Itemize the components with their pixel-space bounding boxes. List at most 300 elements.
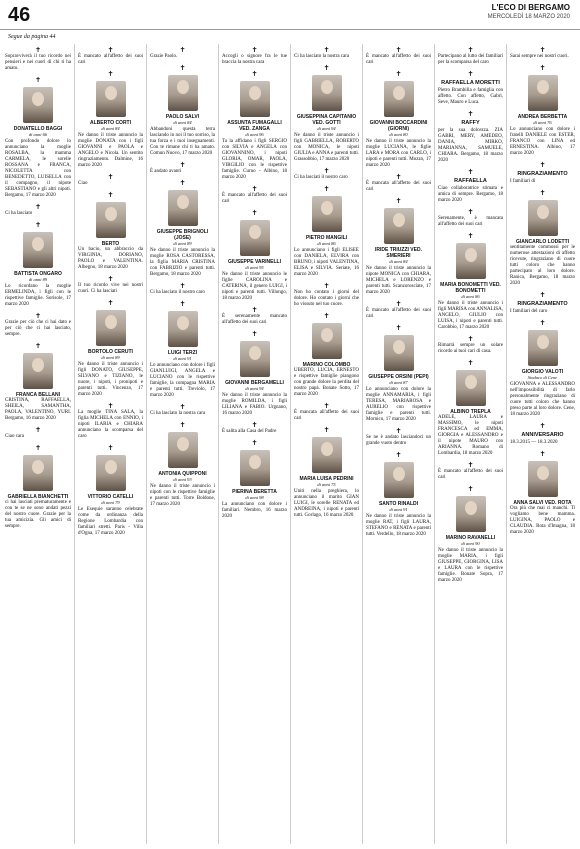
portrait-photo (240, 450, 270, 486)
notice (435, 357, 506, 459)
deceased-age: di anni 96 (245, 132, 264, 137)
notice (219, 304, 290, 328)
issue-date: MERCOLEDÌ 18 MARZO 2020 (487, 14, 570, 20)
notice-text: Il tuo ricordo vive nei nostri cuori. Ci ha lasciati (78, 283, 143, 294)
notice-text: I familiari del caro (510, 309, 548, 314)
cross-icon: ✝ (251, 439, 258, 447)
cross-icon: ✝ (539, 450, 546, 458)
notice (435, 230, 506, 333)
cross-icon: ✝ (251, 209, 258, 217)
cross-icon: ✝ (107, 444, 114, 452)
portrait-photo (528, 461, 558, 497)
cross-icon: ✝ (35, 46, 41, 54)
portrait-photo (96, 310, 126, 346)
cross-icon: ✝ (467, 461, 474, 469)
notice (219, 437, 290, 522)
cross-icon: ✝ (35, 444, 41, 452)
notice (363, 195, 434, 298)
deceased-name: GABRIELLA BIANCHETTI (7, 494, 69, 500)
cross-icon: ✝ (251, 185, 258, 193)
notice-heading: RAFFAELLA MORETTI (441, 80, 500, 86)
notice-text: Ne danno il triste annuncio la moglie MARIA, i figli GIUSEPPE, GIORGINA, LISA e LAURA con le rispettive famiglie. Bonate Sopra, 17 marzo 2020 (438, 548, 503, 583)
notice (291, 165, 362, 183)
notice-text: Ci ha lasciato il nostro caro (150, 290, 205, 295)
notice-text: Ne danno il triste annuncio la moglie ROMILDA, i figli LILIANA e FABIO. Urgnano, 16 marzo 2020 (222, 393, 287, 416)
notice (435, 166, 506, 206)
deceased-age: di anni 86 (461, 294, 480, 299)
cross-icon: ✝ (35, 426, 41, 434)
deceased-name: MARINO RAVANELLI (445, 535, 496, 541)
portrait-photo (312, 437, 342, 473)
notice-text: Ne danno il triste annuncio la moglie ROSA CASTORESSA, la figlia MARIA CRISTINA con FABRIZIO e parenti tutti. Bergamo, 18 marzo 2020 (150, 248, 215, 277)
portrait-photo (456, 496, 486, 532)
notice-heading: ANNIVERSARIO (521, 432, 564, 438)
cross-icon: ✝ (35, 312, 41, 320)
notice (2, 424, 74, 442)
notice (363, 171, 434, 195)
notice (435, 483, 506, 586)
cross-icon: ✝ (395, 197, 402, 205)
notice (219, 68, 290, 183)
portrait-photo (384, 335, 414, 371)
cross-icon: ✝ (395, 427, 402, 435)
cross-icon: ✝ (539, 161, 546, 169)
cross-icon: ✝ (539, 64, 546, 72)
portrait-photo (528, 330, 558, 366)
notice (363, 68, 434, 171)
cross-icon: ✝ (251, 70, 258, 78)
notice-text: Ne danno il triste annuncio i nipoti con le rispettive famiglie e parenti tutti. Torre Boldone, 17 marzo 2020 (150, 484, 215, 507)
cross-icon: ✝ (395, 324, 402, 332)
notice-text: È mancato all'affetto dei suoi cari (438, 469, 503, 480)
deceased-name: ALBINO TREPLA (450, 409, 491, 415)
notice (363, 44, 434, 68)
deceased-name: ANNA SALVI VED. ROTA (513, 500, 572, 506)
notice (75, 442, 146, 539)
deceased-age: di anni 89 (28, 277, 48, 282)
cross-icon: ✝ (179, 403, 186, 411)
notice (2, 340, 74, 424)
cross-icon: ✝ (323, 312, 330, 320)
notice-text: Con profondo dolore lo annunciano la moglie ROSALBA, la mamma CARMELA, le sorelle ROSSANA e FRANCA, NICOLETTA con BENEDETTO, LUISELLA con il compagno, il nipote SEBASTIANO e gli altri nipoti. Bergamo, 17 marzo 2020 (5, 139, 71, 198)
notice (219, 183, 290, 207)
column-7 (434, 44, 506, 844)
notice (2, 442, 74, 532)
cross-icon: ✝ (539, 319, 546, 327)
notice-text: Non ho contato i giorni del dolore. Ho contato i giorni che ho vissuto nel tuo cuore. (294, 290, 359, 307)
cross-icon: ✝ (467, 70, 474, 78)
deceased-name: BERTO (101, 241, 120, 247)
deceased-age: di anni 95 (245, 265, 264, 270)
portrait-photo (312, 196, 342, 232)
notice (2, 74, 74, 201)
notice-text: Accogli o signore fra le tue braccia la nostra cara (222, 54, 287, 65)
portrait-photo (312, 75, 342, 111)
portrait-photo (312, 323, 342, 359)
notice (75, 189, 146, 273)
cross-icon: ✝ (107, 173, 114, 181)
deceased-name: PIETRO MANGILI (305, 235, 348, 241)
notice (291, 400, 362, 424)
deceased-age: di anni 76 (533, 120, 552, 125)
deceased-age: di anni 75 (317, 482, 336, 487)
notice (291, 62, 362, 165)
deceased-name: PAOLO SALVI (165, 114, 200, 120)
column-1 (2, 44, 74, 844)
deceased-name: GIUSEPPE VARINELLI (228, 259, 281, 265)
column-5 (290, 44, 362, 844)
portrait-photo (240, 81, 270, 117)
notice (291, 44, 362, 62)
notice-text: È mancata all'affetto dei suoi cari (294, 410, 359, 421)
notice (147, 280, 218, 298)
cross-icon: ✝ (179, 179, 186, 187)
portrait-photo (23, 455, 53, 491)
deceased-name: LUIGI TERZI (167, 350, 198, 356)
cross-icon: ✝ (323, 282, 330, 290)
portrait-photo (528, 200, 558, 236)
cross-icon: ✝ (539, 422, 546, 430)
notice-text: Ci ha lasciati il nostro caro (294, 175, 348, 180)
portrait-photo (23, 353, 53, 389)
deceased-name: GIUSEPPINA CAPITANIO VED. GOTTI (296, 114, 357, 126)
notice-text: GIOVANNA e ALESSANDRO nell'impossibilità di farlo personalmente ringraziano di cuore tutti coloro che hanno preso parte al loro dolore. Cene, 18 marzo 2020 (510, 382, 575, 417)
deceased-age: di anni 98 (245, 495, 264, 500)
portrait-photo (384, 81, 414, 117)
notice-text: La moglie TINA SALA, la figlia MICHELA con ENNIO, i nipoti ILARIA e CHIARA annunciano la scomparsa del caro (78, 410, 143, 439)
deceased-name: GIUSEPPE BRIGNOLI (JOSE) (156, 229, 209, 241)
notice (507, 420, 578, 448)
notice-text: Grazie per ciò che ci hai dato e per ciò che ci hai lasciato, sempre. (5, 320, 71, 337)
deceased-age: Sindaco di Cene (527, 375, 558, 380)
notice (291, 310, 362, 400)
notice-text: Pietro Brambilla e famiglia con affetto. Con affetto, Gabri, Seve, Mauro e Luca. (438, 88, 503, 105)
deceased-name: GIANCARLO LODETTI (515, 239, 570, 245)
deceased-name: MARIA BONOMETTI VED. BONOMETTI (440, 282, 501, 294)
cross-icon: ✝ (467, 485, 474, 493)
column-3 (146, 44, 218, 844)
deceased-name: ASSUNTA FUMAGALLI VED. ZANGA (227, 120, 282, 132)
deceased-age: di anni 90 (461, 541, 480, 546)
deceased-name: GIORGIO VALOTI (521, 369, 564, 375)
notice-text: Abbandoni questa terra lasciando in noi il tuo sorriso, la tua forza e i tuoi insegnamenti. Con te rimane chi ti ha amato. Comun Nuovo, 17 marzo 2020 (150, 127, 215, 156)
notice (147, 159, 218, 177)
deceased-age: di anni 94 (245, 386, 264, 391)
notice (75, 44, 146, 68)
cross-icon: ✝ (179, 161, 186, 169)
deceased-name: BORTOLO CERUTI (88, 349, 133, 355)
notice-text: CRISTINA, RAFFAELLA, SHEILA, SAMANTHA, PAOLA, VALENTINO, YURI. Bergamo, 16 marzo 2020 (5, 398, 71, 421)
notice-text: Ne danno il triste annuncio la moglie LUCIANA, le figlie LARA e MORA con CARLO, i nipoti e parenti tutti. Mozzo, 17 marzo 2020 (366, 139, 431, 168)
portrait-photo (168, 190, 198, 226)
notice-text: Lo annunciano con dolore la moglie ANNAMARIA, i figli TERESA, MARIAROSA e AURELIO con rispettive famiglie e parenti tutti. Mornico, 17 marzo 2020 (366, 387, 431, 422)
portrait-photo (168, 432, 198, 468)
notice-text: È mancato all'affetto dei suoi cari (366, 308, 431, 319)
deceased-age: di anni 91 (173, 356, 192, 361)
portrait-photo (456, 370, 486, 406)
column-6 (362, 44, 434, 844)
notice (147, 44, 218, 62)
deceased-name: PIERINA BERETTA (232, 489, 277, 495)
notice (435, 459, 506, 483)
column-2 (74, 44, 146, 844)
notice (147, 401, 218, 419)
notice-heading: RINGRAZIAMENTO (517, 301, 568, 307)
notice (147, 177, 218, 280)
deceased-age: di anni 79 (101, 500, 120, 505)
notice-text: Lo annunciano con dolore i figli GIANLUIGI, ANGELA e LUCIANO con le rispettive famiglie, la compagna MARIA e parenti tutti. Treviolo, 17 marzo 2020 (150, 363, 215, 398)
notice-text: 18.3.2015 — 18.3.2020 (510, 440, 558, 445)
notice-text: Ne danno il triste annuncio la moglie RAT, i figli LAURA, STEFANO e RENATA e parenti tutti. Verdello, 18 marzo 2020 (366, 514, 431, 537)
notice-text: Ne danno il triste annuncio i figli MARISA con ANNALISA, ANGELO, GIULIO con LUISA, i nipoti e parenti tutti. Carobbio, 17 marzo 2020 (438, 301, 504, 330)
notice (147, 298, 218, 401)
cross-icon: ✝ (251, 46, 258, 54)
notice (435, 206, 506, 230)
deceased-name: GIUSEPPE ORSINI (PEPI) (368, 374, 429, 380)
portrait-photo (384, 462, 414, 498)
notice (507, 62, 578, 159)
notice-text: Ora più che mai ci manchi. Ti vogliamo bene mamma. LUIGINA, PAOLO e CLAUDIA. Rota d'Imagna, 18 marzo 2020 (510, 506, 575, 535)
cross-icon: ✝ (35, 342, 41, 350)
cross-icon: ✝ (539, 46, 546, 54)
cross-icon: ✝ (107, 191, 114, 199)
notice-text: I familiari di (510, 179, 536, 184)
notice (363, 449, 434, 540)
deceased-age: di anni 80 (389, 132, 408, 137)
notice (75, 68, 146, 171)
notice-text: Se ne è andato lasciandoci un grande vuoto dentro (366, 435, 431, 446)
cross-icon: ✝ (323, 46, 330, 54)
cross-icon: ✝ (35, 203, 41, 211)
notice (435, 68, 506, 108)
notice-text: È mancato all'affetto dei suoi cari (222, 193, 287, 204)
column-8 (506, 44, 578, 844)
notice-text: Grazie Paolo. (150, 54, 178, 59)
notice-text: Uniti nella preghiera, lo annunciano il marito GIAN LUIGI, le sorelle RENATA ed ANDREINA, i nipoti e parenti tutti. Gorlago, 16 marzo 2020 (294, 489, 359, 518)
portrait-photo (96, 455, 126, 491)
cross-icon: ✝ (107, 402, 114, 410)
notice-text: ci hai lasciati prematuramente e con te se ne sono andati pezzi del nostro cuore. Grazie per la tua amicizia. Gli amici di sempre. (5, 500, 71, 529)
notice-text: Ne danno il triste annuncio la nipote MONICA con CHIARA, MICHELA e LORENZO e parenti tutti. Scanzorosciate, 17 marzo 2020 (366, 266, 431, 295)
portrait-photo (96, 81, 126, 117)
notice-text: È mancato all'affetto dei suoi cari (78, 54, 143, 65)
portrait-photo (456, 243, 486, 279)
cross-icon: ✝ (323, 167, 330, 175)
cross-icon: ✝ (107, 46, 114, 54)
notice (219, 328, 290, 419)
deceased-age: di anni 84 (101, 126, 120, 131)
notice-text: Ci ha lasciato la nostra cara (150, 411, 206, 416)
page-header (0, 0, 580, 30)
notice-heading: RINGRAZIAMENTO (517, 171, 568, 177)
cross-icon: ✝ (467, 46, 474, 54)
cross-icon: ✝ (395, 300, 402, 308)
deceased-age: di anni 89 (173, 241, 192, 246)
notice-text: Un bacio, un abbraccio da VIRGINIA, DORIANO, PAOLO e VALENTINA. Albegno, 18 marzo 2020 (78, 247, 143, 270)
notice-text: È serenamente mancato all'affetto dei suoi cari (222, 314, 287, 325)
notice (75, 297, 146, 400)
deceased-age: di anni 93 (173, 477, 192, 482)
notice (507, 44, 578, 62)
cross-icon: ✝ (179, 300, 186, 308)
notice-text: Ciao cara (5, 434, 25, 439)
portrait-photo (168, 311, 198, 347)
notice-text: Partecipano al lutto dei familiari per la scomparsa del caro (438, 54, 503, 65)
cross-icon: ✝ (35, 221, 41, 229)
deceased-age: di anni 94 (317, 126, 336, 131)
portrait-photo (23, 232, 53, 268)
notice (219, 207, 290, 304)
cross-icon: ✝ (395, 46, 402, 54)
notice-text: È salita alla Casa del Padre (222, 429, 277, 434)
cross-icon: ✝ (107, 70, 114, 78)
column-4 (218, 44, 290, 844)
deceased-name: MARINO COLOMBO (302, 362, 351, 368)
deceased-age: di anni 87 (389, 380, 408, 385)
notice-text: Ne danno il triste annuncio i figli GABRIELLA, ROBERTO con MONICA, le nipoti GIULIA e ANNA e parenti tutti. Grassobbio, 17 marzo 2020 (294, 133, 359, 162)
cross-icon: ✝ (251, 306, 258, 314)
notice (291, 280, 362, 310)
newspaper-name: L'ECO DI BERGAMO (491, 3, 570, 12)
deceased-name: IRIDE TRIUZZI VED. SMERIERI (375, 247, 422, 259)
notice-text: UBERTO, LUCIA, ERNESTO e rispettive famiglie piangono con grande dolore la perdita del nostro papà. Bonate Sotto, 17 marzo 2020 (294, 368, 359, 397)
notice (507, 448, 578, 538)
notice (2, 201, 74, 219)
cross-icon: ✝ (179, 421, 186, 429)
notice (435, 108, 506, 166)
notice (507, 317, 578, 420)
cross-icon: ✝ (251, 421, 258, 429)
notice (75, 171, 146, 189)
notice-text: Ne danno il triste annuncio le figlie CAROLINA e CATERINA, il genero LUIGI, i nipoti e parenti tutti. Villongo, 18 marzo 2020 (222, 272, 287, 301)
notice (435, 44, 506, 68)
cross-icon: ✝ (467, 208, 474, 216)
cross-icon: ✝ (179, 64, 186, 72)
portrait-photo (384, 208, 414, 244)
cross-icon: ✝ (107, 299, 114, 307)
notice (435, 333, 506, 357)
notice-heading: RAFFAELLA (454, 178, 487, 184)
deceased-name: ANTONIA QUIPPONI (158, 471, 207, 477)
cross-icon: ✝ (467, 232, 474, 240)
notice-text: Sarai sempre nei nostri cuori. (510, 54, 569, 59)
notice (2, 310, 74, 340)
notice-text: sentitamente commossi per le numerose attestazioni di affetto ricevute, ringraziano di cuore tutti coloro che hanno partecipato al loro dolore. Ranica, Bergamo, 18 marzo 2020 (510, 245, 575, 286)
notice-text: Ci ha lasciato (5, 211, 33, 216)
notice (507, 289, 578, 317)
notice (507, 159, 578, 187)
notice (147, 419, 218, 510)
notice-text: per la sua dolcezza. ZIA GABRI, MERY, AMEDEO, DANIA, MIRKO, MARIANNA, SAMUELE, CHIARA. Bergamo, 18 marzo 2020 (438, 128, 503, 163)
notice (363, 425, 434, 449)
portrait-photo (96, 202, 126, 238)
continued-from: Segue da pagina 44 (8, 34, 56, 40)
deceased-name: SANTO RINALDI (378, 501, 419, 507)
notice-text: Ne danno il triste annuncio i figli DONATO, GIUSEPPE, SILVANO e TIZIANO, le nuore, i nipoti, i pronipoti e parenti tutti. Vincenzo, 17 marzo 2020 (78, 362, 143, 397)
portrait-photo (528, 75, 558, 111)
notice (363, 298, 434, 322)
notice (2, 44, 74, 74)
deceased-name: ALBERTO CORTI (89, 120, 132, 126)
page-number: 46 (8, 4, 31, 26)
notice (2, 219, 74, 310)
cross-icon: ✝ (395, 451, 402, 459)
cross-icon: ✝ (395, 70, 402, 78)
cross-icon: ✝ (323, 426, 330, 434)
portrait-photo (240, 220, 270, 256)
deceased-name: DONATELLO BAGGI (13, 126, 63, 132)
notice-text: Ne danno il triste annuncio la moglie DONATA con i figli GIOVANNI e PAOLA e ANGELO e Nicola. Un sentito ringraziamento. Dalmine, 16 marzo 2020 (78, 133, 143, 168)
notice-text: Serenamente, è mancata all'affetto dei suoi cari (438, 216, 503, 227)
notice (75, 273, 146, 297)
notice-heading: RAFFY (461, 120, 480, 126)
cross-icon: ✝ (323, 64, 330, 72)
cross-icon: ✝ (467, 110, 474, 118)
deceased-name: GIOVANNI BERGAMELLI (225, 380, 284, 386)
notice-text: Lo annunciano con dolore i fratelli DANIELE con ESTER, FRANCO con LINA ed ERNESTINA. Albino, 17 marzo 2020 (510, 127, 575, 156)
notice (147, 62, 218, 159)
cross-icon: ✝ (323, 402, 330, 410)
notice-text: Lo annunciano i figli ELISEE con DANIELA, ELVIRA con BRUNO, i nipoti VALENTINA, ELISA e SILVIA. Seriate, 16 marzo 2020 (294, 248, 359, 277)
notice-text: Ciao collaboratrice stimata e amica di sempre. Bergamo, 18 marzo 2020 (438, 186, 503, 203)
deceased-age: di anni 86 (317, 241, 336, 246)
notice-text: È mancata all'affetto dei suoi cari (366, 181, 431, 192)
cross-icon: ✝ (539, 189, 546, 197)
notice (363, 322, 434, 425)
notice-text: Le Esequie saranno celebrate come da ordinanza della Regione Lombardia con familiari stretti. Paris - Villa d'Ogna, 17 marzo 2020 (78, 507, 143, 536)
notice-text: ADELE, LAURA e MASSIMO, le nipoti FRANCESCA ed EMMA, GIORGIA e ALESSANDRO e il nipote MAURO con ARIANNA. Romano di Lombardia, 18 marzo 2020 (438, 415, 503, 456)
notice (291, 424, 362, 521)
notice (507, 187, 578, 289)
cross-icon: ✝ (251, 330, 258, 338)
cross-icon: ✝ (467, 168, 474, 176)
notice-text: Sopravviverà il tuo ricordo nei pensieri e nei cuori di chi ti ha amato. (5, 54, 71, 71)
deceased-name: BATTISTA ONGARO (14, 271, 62, 277)
deceased-name: VITTORIO CATELLI (87, 494, 134, 500)
cross-icon: ✝ (35, 76, 41, 84)
deceased-name: FRANCA BELLANI (16, 392, 60, 398)
deceased-name: GIOVANNI BOCCARDINI (GIORNI) (369, 120, 428, 132)
deceased-age: di anni 91 (389, 507, 408, 512)
cross-icon: ✝ (107, 275, 114, 283)
notice-text: Ciao (78, 181, 88, 186)
cross-icon: ✝ (179, 282, 186, 290)
deceased-age: di anni 89 (101, 355, 120, 360)
cross-icon: ✝ (323, 185, 330, 193)
notice-text: È andato avanti (150, 169, 182, 174)
cross-icon: ✝ (467, 335, 474, 343)
cross-icon: ✝ (395, 173, 402, 181)
notice (291, 183, 362, 280)
deceased-age: di anni 84 (173, 120, 192, 125)
deceased-age: di anni 66 (28, 132, 48, 137)
cross-icon: ✝ (467, 359, 474, 367)
notice-text: Rimarrà sempre un solare ricordo ai tuoi cari di casa. (438, 343, 503, 354)
deceased-age: di anni 84 (389, 259, 408, 264)
notice-text: Lo ricordano la moglie ERMELINDA, i figli con le rispettive famiglie. Sorisole, 17 marzo 2020 (5, 284, 71, 307)
notice-text: Ta la affidano i figli SERGIO con SILVIA e ANGELA con GIOVANNINO, i nipoti GLORIA, OMAR, PAOLA, VIRGILIO con le rispettive famiglie. Curno - Albino, 18 marzo 2020 (222, 139, 287, 180)
cross-icon: ✝ (539, 291, 546, 299)
notice (75, 400, 146, 442)
notice (219, 44, 290, 68)
portrait-photo (23, 87, 53, 123)
notice-text: Ci ha lasciato la nostra cara (294, 54, 350, 59)
deceased-name: ANDREA BERBETTA (517, 114, 568, 120)
portrait-photo (240, 341, 270, 377)
cross-icon: ✝ (179, 46, 186, 54)
deceased-name: MARIA LUISA PEDRINI (299, 476, 354, 482)
portrait-photo (168, 75, 198, 111)
